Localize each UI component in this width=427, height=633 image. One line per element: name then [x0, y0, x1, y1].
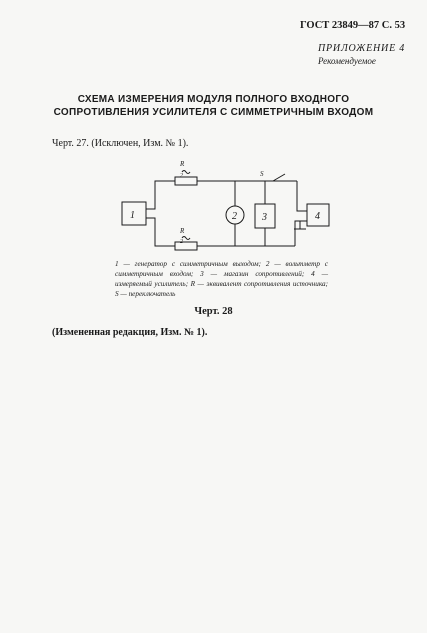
label-3: 3	[262, 212, 267, 223]
circuit-diagram	[110, 158, 335, 258]
amendment-note: (Измененная редакция, Изм. № 1).	[52, 327, 208, 338]
page-header: ГОСТ 23849—87 С. 53	[300, 20, 406, 31]
label-2: 2	[232, 211, 237, 222]
resistor-label-bottom: R	[180, 227, 185, 235]
figure27-note: Черт. 27. (Исключен, Изм. № 1).	[52, 138, 189, 149]
switch-blade	[273, 174, 285, 181]
resistor-label-top: R	[180, 160, 185, 168]
section-title-line1: СХЕМА ИЗМЕРЕНИЯ МОДУЛЯ ПОЛНОГО ВХОДНОГО	[77, 94, 350, 105]
switch-label: S	[260, 170, 264, 178]
resistor-sub-top: 2	[180, 173, 183, 179]
figure28-label: Черт. 28	[194, 306, 233, 317]
appendix-status: Рекомендуемое	[318, 56, 376, 66]
label-1: 1	[130, 210, 135, 221]
resistor-top	[175, 177, 197, 185]
figure-caption: 1 — генератор с симметричным выходом; 2 — вольтметр с симметричным входом; 3 — магазин сопротивлений; 4 — измеряемый усилитель; R — эквивалент сопротивления источника; S — переключатель	[115, 260, 328, 298]
resistor-sub-bottom: 2	[180, 239, 183, 245]
resistor-bottom	[175, 242, 197, 250]
appendix-label: ПРИЛОЖЕНИЕ 4	[318, 43, 406, 54]
section-title-line2: СОПРОТИВЛЕНИЯ УСИЛИТЕЛЯ С СИММЕТРИЧНЫМ ВХОДОМ	[53, 107, 374, 118]
label-4: 4	[315, 211, 320, 222]
